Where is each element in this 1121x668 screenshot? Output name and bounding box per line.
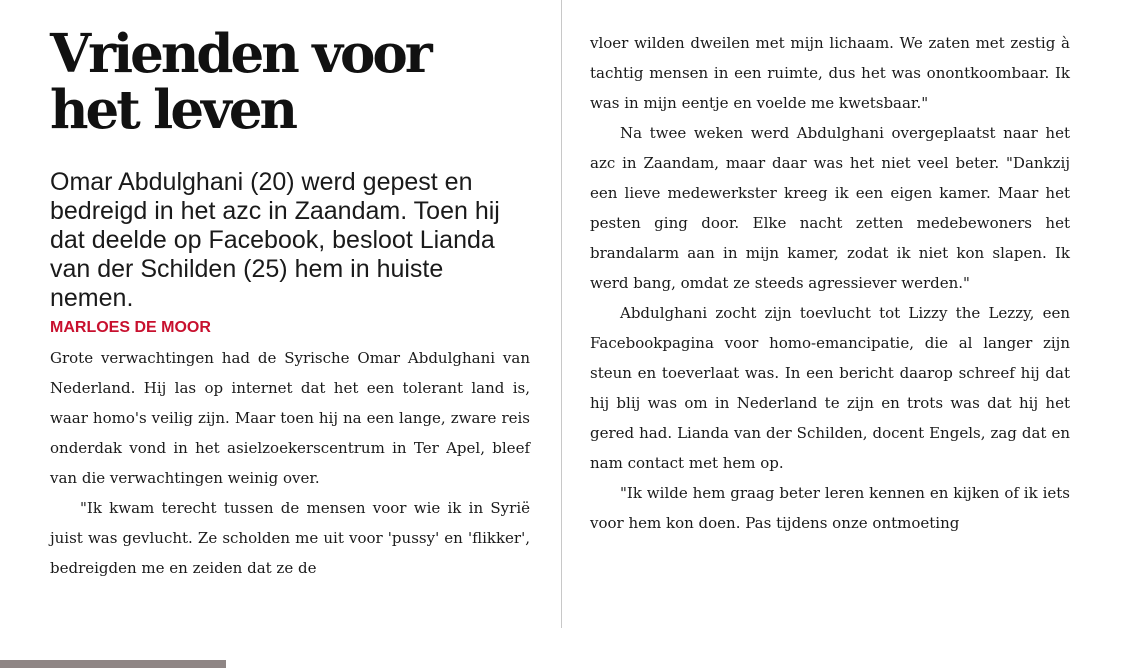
footer-bar (0, 660, 226, 668)
body-text-right (590, 28, 1070, 538)
byline: MARLOES DE MOOR (50, 319, 211, 336)
paragraph: vloer wilden dweilen met mijn lichaam. We zaten met zestig à tachtig mensen in een ruimte, dus het was onontkoombaar. Ik was in mijn eentje en voelde me kwetsbaar." (590, 34, 1070, 112)
paragraph: "Ik wilde hem graag beter leren kennen en kijken of ik iets voor hem kon doen. Pas tijdens onze ontmoeting (590, 484, 1070, 532)
right-column (590, 28, 1070, 538)
paragraph: Na twee weken werd Abdulghani overgeplaatst naar het azc in Zaandam, maar daar was het niet veel beter. "Dankzij een lieve medewerkster kreeg ik een eigen kamer. Maar het pesten ging door. Elke nacht zetten medebewoners het brandalarm aan in mijn kamer, zodat ik niet kon slapen. Ik werd bang, omdat ze steeds agressiever werden." (590, 124, 1070, 292)
column-divider (561, 0, 562, 628)
headline: Vrienden voor het leven (50, 23, 430, 141)
paragraph: "Ik kwam terecht tussen de mensen voor wie ik in Syrië juist was gevlucht. Ze scholden me uit voor 'pussy' en 'flikker', bedreigden me en zeiden dat ze de (50, 499, 530, 577)
body-text-left (50, 343, 530, 583)
paragraph: Abdulghani zocht zijn toevlucht tot Lizzy the Lezzy, een Facebookpagina voor homo-emancipatie, die al langer zijn steun en toeverlaat was. In een bericht daarop schreef hij dat hij blij was om in Nederland te zijn en trots was dat hij het gered had. Lianda van der Schilden, docent Engels, zag dat en nam contact met hem op. (590, 304, 1070, 472)
paragraph: Grote verwachtingen had de Syrische Omar Abdulghani van Nederland. Hij las op internet dat het een tolerant land is, waar homo's veilig zijn. Maar toen hij na een lange, zware reis onderdak vond in het asielzoekerscentrum in Ter Apel, bleef van die verwachtingen weinig over. (50, 349, 530, 487)
left-column (50, 23, 530, 583)
lede: Omar Abdulghani (20) werd gepest en bedreigd in het azc in Zaandam. Toen hij dat deelde op Facebook, besloot Lianda van der Schilden (25) hem in huiste nemen. (50, 168, 500, 312)
